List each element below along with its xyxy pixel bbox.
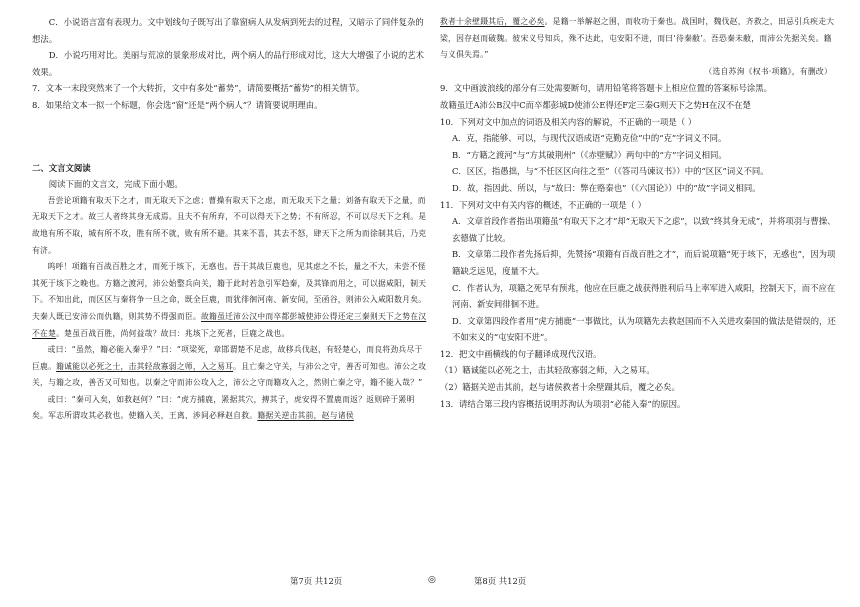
question-11-option-b: B．文章第二段作者先扬后抑，先赞扬“项籍有百战百胜之才”，而后说项籍“死于垓下，无惑也”，因为项籍缺乏远见，度量不大。 bbox=[452, 249, 836, 276]
underlined-sentence: 救者十余壁蹑其后，覆之必矣 bbox=[440, 17, 545, 26]
passage-text: 或曰：“虽然，籍必能入秦乎？”曰：“项梁死，章邯谓楚不足虑，故移兵伐赵，有轻楚心，而良将劲兵尽于巨鹿。 bbox=[32, 345, 423, 371]
question-10: 10．下列对文中加点的词语及相关内容的解说，不正确的一项是（ ） bbox=[440, 116, 697, 127]
passage-text: 或曰：“秦可入矣，如救赵何？”曰：“虎方捕鹿，罴据其穴，搏其子，虎安得不置鹿而返？返则碎于罴明矣。军志所谓攻其必救也。使籍入关，王离、涉间必释赵自救。 bbox=[32, 394, 415, 421]
question-11-option-a: A．文章首段作者指出项籍虽“有取天下之才”却“无取天下之虑”，以致“终其身无成”，并将项羽与曹操、玄德做了比较。 bbox=[452, 216, 836, 243]
passage-paragraph-1: 吾尝论项籍有取天下之才，而无取天下之虑；曹操有取天下之虑，而无取天下之量；刘备有取天下之量，而无取天下之才。故三人者终其身无成焉。且夫不有所弃，不可以得天下之势；不有所忍，不可以尽天下之利。是故地有所不取，城有所不攻，胜有所不就，败有所不避。其来不喜，其去不怒，肆天下之所为而徐制其后，乃克有济。 bbox=[32, 195, 427, 255]
question-8: 8．如果给文本一拟一个标题，你会选“窗”还是“两个病人”？请简要说明理由。 bbox=[32, 99, 323, 110]
passage-text: 。楚虽百战百胜，尚何益哉？故曰：兆垓下之死者，巨鹿之战也。 bbox=[56, 328, 290, 338]
center-mark: ◎ bbox=[428, 575, 436, 585]
passage-text: 。是籍一举解赵之围，而收功于秦也。战国时，魏伐赵，齐救之，田忌引兵疾走大梁，因存赵而破魏。彼宋义号知兵，殊不达此，屯安阳不进，而曰‘待秦敝’。吾恐秦未敝，而沛公先据关矣。籍与义俱失焉。” bbox=[440, 17, 835, 60]
passage-continuation bbox=[440, 14, 838, 64]
question-10-option-d: D．故，指因此、所以，与“故曰：弊在赂秦也”（《六国论》）中的“故”字词义相同。 bbox=[452, 182, 761, 193]
question-10-option-b: B．“方籍之渡河”与“方其破荆州”（《赤壁赋》）两句中的“方”字词义相同。 bbox=[452, 149, 727, 160]
page-number-right: 第8页 共12页 bbox=[474, 576, 527, 586]
question-10-option-a: A．克，指能够、可以，与现代汉语成语“克勤克俭”中的“克”字词义不同。 bbox=[452, 133, 727, 144]
question-11-option-c: C．作者认为，项籍之死早有预兆，他应在巨鹿之战获得胜利后马上率军进入咸阳，控制天下，而不应在河南、新安间徘徊不进。 bbox=[452, 282, 836, 310]
passage-paragraph-3 bbox=[32, 342, 430, 392]
passage-paragraph-4 bbox=[32, 392, 430, 425]
question-7: 7．文本一末段突然来了一个大转折，文中有多处“蓄势”，请简要概括“蓄势”的相关情节。 bbox=[32, 83, 365, 94]
underlined-sentence: 籍据关逆击其前，赵与诸侯 bbox=[257, 411, 354, 421]
passage-paragraph-2 bbox=[32, 259, 430, 342]
wavy-underlined-sentence: 故籍虽迁沛公汉中而卒都彭城使沛公得还定三秦则天下之势在汉不在楚 bbox=[32, 311, 427, 338]
question-12-part-1: （1）籍诚能以必死之士，击其轻敌寡弱之师，入之易耳。 bbox=[440, 365, 655, 376]
question-12: 12．把文中画横线的句子翻译成现代汉语。 bbox=[440, 348, 602, 359]
question-11: 11．下列对文中有关内容的概述，不正确的一项是（ ） bbox=[440, 199, 646, 210]
question-9: 9．文中画波浪线的部分有三处需要断句，请用铅笔将答题卡上相应位置的答案标号涂黑。 bbox=[440, 83, 772, 94]
underlined-sentence: 籍诚能以必死之士，击其轻敌寡弱之师，入之易耳 bbox=[56, 361, 234, 371]
reading-intro: 阅读下面的文言文，完成下面小题。 bbox=[48, 179, 183, 190]
passage-text: 。且亡秦之守关，与沛公之守，善否可知也。沛公之攻关，与籍之攻，善否又可知也。以秦之守而沛公攻入之，沛公之守而籍攻入之，然则亡秦之守，籍不能入哉？” bbox=[32, 361, 427, 388]
page-number-left: 第7页 共12页 bbox=[290, 576, 343, 586]
question-9-options: 故籍虽迁A沛公B汉中C而卒都彭城D使沛公E得还F定三秦G则天下之势H在汉不在楚 bbox=[440, 99, 751, 110]
passage-source: （选自苏洵《权书·项籍》，有删改） bbox=[704, 66, 832, 76]
passage-text: 呜呼！项籍有百战百胜之才，而死于垓下，无惑也。吾于其战巨鹿也，见其虑之不长，量之不大，未尝不怪其死于垓下之晚也。方籍之渡河，沛公始整兵向关，籍于此时若急引军趋秦，及其锋而用之，可以据咸阳，制天下。不知出此，而区区与秦将争一旦之命，既全巨鹿，而犹徘徊河南、新安间，至函谷，则沛公入咸阳数月矣。夫秦人既已安沛公而仇籍，则其势不得强而臣。 bbox=[32, 262, 427, 321]
right-column bbox=[440, 14, 838, 569]
question-10-option-c: C．区区，指愚拙，与“不任区区向往之至”（《答司马谏议书》）中的“区区”词义不同。 bbox=[452, 166, 769, 177]
option-c: C．小说语言富有表现力。文中划线句子既写出了靠窗病人从发病到死去的过程，又暗示了同伴复杂的想法。 bbox=[32, 17, 424, 44]
question-11-option-d: D．文章第四段作者用“虎方捕鹿”一事做比，认为项籍先去救赵国而不入关进攻秦国的做法是错误的，还不如宋义的“屯安阳不进”。 bbox=[452, 315, 836, 343]
option-d: D．小说巧用对比。美丽与荒凉的景象形成对比，两个病人的品行形成对比，这大大增强了小说的艺术效果。 bbox=[32, 50, 425, 77]
section-heading: 二、文言文阅读 bbox=[32, 162, 91, 173]
question-12-part-2: （2）籍据关逆击其前，赵与诸侯救者十余壁蹑其后，覆之必矣。 bbox=[440, 382, 680, 393]
left-column bbox=[32, 14, 430, 569]
question-13: 13．请结合第三段内容概括说明苏洵认为项羽“必能入秦”的原因。 bbox=[440, 398, 686, 409]
